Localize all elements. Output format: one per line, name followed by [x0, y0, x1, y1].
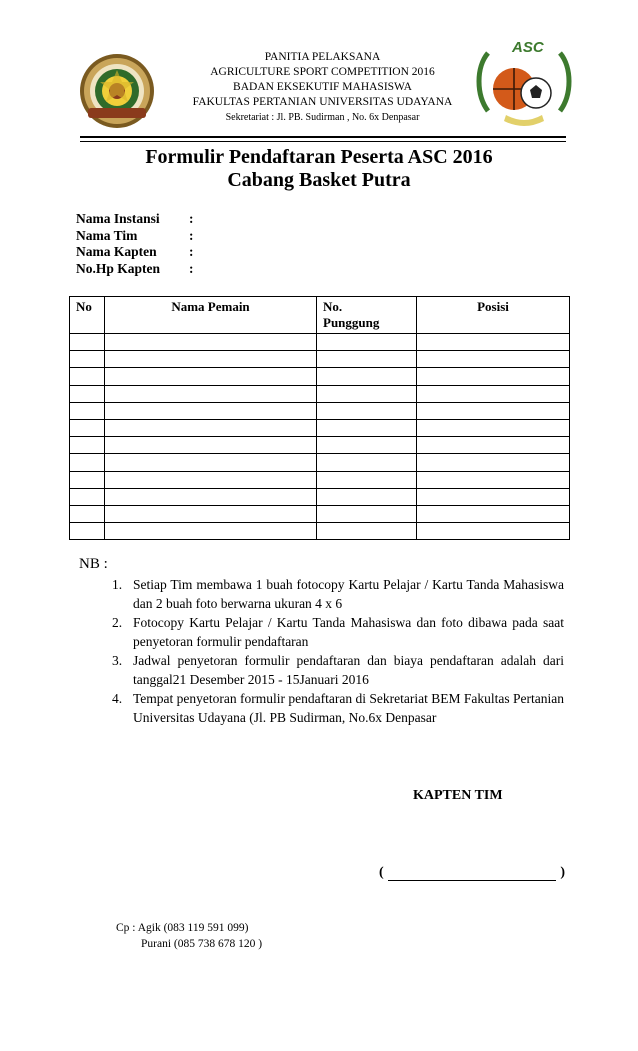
table-body [70, 334, 570, 540]
cell-nama-pemain[interactable] [105, 368, 317, 385]
cell-no-punggung[interactable] [317, 385, 417, 402]
signature-field[interactable] [379, 865, 565, 882]
signature-close-paren: ) [560, 865, 565, 880]
notes-label: NB : [79, 556, 108, 572]
organization-name: BADAN EKSEKUTIF MAHASISWA [233, 81, 412, 93]
cell-no-punggung[interactable] [317, 419, 417, 436]
cell-no[interactable] [70, 419, 105, 436]
header-no-punggung-line2: Punggung [323, 315, 380, 330]
field-label: Nama Tim [76, 227, 138, 243]
cell-posisi[interactable] [417, 437, 570, 454]
cell-no[interactable] [70, 351, 105, 368]
cell-no[interactable] [70, 385, 105, 402]
cell-no[interactable] [70, 505, 105, 522]
cell-posisi[interactable] [417, 402, 570, 419]
note-number: 4. [112, 691, 123, 706]
note-number: 3. [112, 653, 123, 668]
cell-no-punggung[interactable] [317, 402, 417, 419]
signature-line [388, 880, 556, 881]
cell-posisi[interactable] [417, 351, 570, 368]
table-row [70, 505, 570, 522]
cell-posisi[interactable] [417, 523, 570, 540]
committee-heading: PANITIA PELAKSANA [264, 51, 381, 63]
header-no-punggung-line1: No. [323, 299, 343, 314]
form-title: Formulir Pendaftaran Peserta ASC 2016 [145, 146, 493, 168]
cell-no-punggung[interactable] [317, 471, 417, 488]
field-label: Nama Kapten [76, 244, 157, 259]
table-row [70, 334, 570, 351]
cell-posisi[interactable] [417, 505, 570, 522]
header-nama-pemain: Nama Pemain [105, 297, 317, 334]
cell-posisi[interactable] [417, 471, 570, 488]
event-name: AGRICULTURE SPORT COMPETITION 2016 [210, 66, 435, 78]
field-label: Nama Instansi [76, 211, 160, 226]
asc-sports-logo [474, 37, 574, 129]
note-item [112, 651, 564, 689]
note-text: Setiap Tim membawa 1 buah fotocopy Kartu Pelajar / Kartu Tanda Mahasiswa dan 2 buah foto berwarna ukuran 4 x 6 [133, 577, 564, 611]
field-no-hp-kapten[interactable] [76, 261, 199, 278]
notes-list [112, 575, 564, 727]
table-row [70, 454, 570, 471]
cell-nama-pemain[interactable] [105, 488, 317, 505]
cell-posisi[interactable] [417, 488, 570, 505]
cell-posisi[interactable] [417, 454, 570, 471]
table-row [70, 419, 570, 436]
cell-no-punggung[interactable] [317, 437, 417, 454]
cell-posisi[interactable] [417, 385, 570, 402]
cell-nama-pemain[interactable] [105, 334, 317, 351]
cell-posisi[interactable] [417, 334, 570, 351]
cell-no[interactable] [70, 454, 105, 471]
note-text: Jadwal penyetoran formulir pendaftaran dan biaya pendaftaran adalah dari tanggal21 Desember 2015 - 15Januari 2016 [133, 653, 564, 687]
cell-no-punggung[interactable] [317, 523, 417, 540]
field-colon: : [189, 244, 194, 259]
contact-line-1: Cp : Agik (083 119 591 099) [116, 922, 249, 934]
cell-nama-pemain[interactable] [105, 471, 317, 488]
field-nama-kapten[interactable] [76, 244, 199, 261]
form-subtitle: Cabang Basket Putra [227, 169, 411, 191]
cell-no-punggung[interactable] [317, 334, 417, 351]
cell-no-punggung[interactable] [317, 454, 417, 471]
cell-no-punggung[interactable] [317, 351, 417, 368]
table-header-row [70, 297, 570, 334]
cell-no[interactable] [70, 488, 105, 505]
field-colon: : [189, 260, 194, 276]
cell-posisi[interactable] [417, 368, 570, 385]
cell-no[interactable] [70, 368, 105, 385]
cell-nama-pemain[interactable] [105, 505, 317, 522]
cell-no[interactable] [70, 437, 105, 454]
cell-no[interactable] [70, 523, 105, 540]
table-row [70, 351, 570, 368]
cell-nama-pemain[interactable] [105, 385, 317, 402]
table-row [70, 488, 570, 505]
note-item [112, 575, 564, 613]
cell-no-punggung[interactable] [317, 488, 417, 505]
team-info-fields [76, 211, 199, 277]
table-row [70, 471, 570, 488]
cell-nama-pemain[interactable] [105, 523, 317, 540]
player-registration-table [69, 296, 570, 540]
table-row [70, 385, 570, 402]
note-text: Tempat penyetoran formulir pendaftaran di Sekretariat BEM Fakultas Pertanian Universitas Udayana (Jl. PB Sudirman, No.6x Denpasar [133, 691, 564, 725]
header-no-punggung [317, 297, 417, 334]
contact-line-2: Purani (085 738 678 120 ) [141, 938, 263, 950]
cell-nama-pemain[interactable] [105, 437, 317, 454]
header-divider-thin [80, 141, 566, 142]
secretariat-address: Sekretariat : Jl. PB. Sudirman , No. 6x Denpasar [225, 112, 420, 123]
table-row [70, 437, 570, 454]
note-item [112, 613, 564, 651]
captain-signature-label: KAPTEN TIM [413, 788, 503, 803]
table-row [70, 402, 570, 419]
cell-no[interactable] [70, 402, 105, 419]
note-text: Fotocopy Kartu Pelajar / Kartu Tanda Mahasiswa dan foto dibawa pada saat penyetoran formulir pendaftaran [133, 615, 564, 649]
header-posisi: Posisi [417, 297, 570, 334]
field-colon: : [189, 211, 194, 226]
table-row [70, 523, 570, 540]
cell-nama-pemain[interactable] [105, 351, 317, 368]
faculty-emblem-logo [78, 52, 156, 130]
cell-no[interactable] [70, 334, 105, 351]
cell-no-punggung[interactable] [317, 368, 417, 385]
table-row [70, 368, 570, 385]
cell-no-punggung[interactable] [317, 505, 417, 522]
cell-posisi[interactable] [417, 419, 570, 436]
contact-persons [116, 920, 262, 952]
asc-logo-text: ASC [512, 39, 544, 56]
cell-nama-pemain[interactable] [105, 454, 317, 471]
signature-open-paren: ( [379, 865, 384, 880]
field-nama-tim[interactable] [76, 228, 199, 245]
cell-nama-pemain[interactable] [105, 402, 317, 419]
faculty-name: FAKULTAS PERTANIAN UNIVERSITAS UDAYANA [192, 96, 453, 108]
header-no: No [70, 297, 105, 334]
field-colon: : [189, 227, 194, 243]
header-divider-thick [80, 136, 566, 138]
cell-no[interactable] [70, 471, 105, 488]
cell-nama-pemain[interactable] [105, 419, 317, 436]
note-number: 1. [112, 577, 123, 592]
field-label: No.Hp Kapten [76, 260, 161, 276]
note-number: 2. [112, 615, 123, 630]
note-item [112, 689, 564, 727]
header-text [150, 50, 495, 125]
field-nama-instansi[interactable] [76, 211, 199, 228]
